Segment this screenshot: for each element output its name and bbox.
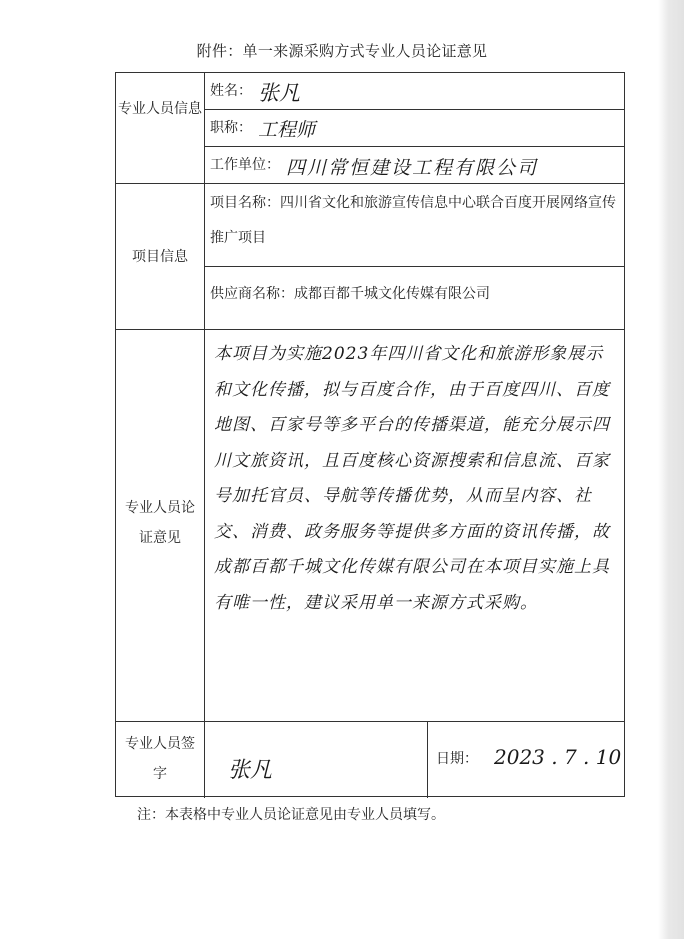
column-divider bbox=[204, 73, 205, 723]
opinion-label: 专业人员论证意见 bbox=[125, 500, 195, 546]
supplier-value: 成都百都千城文化传媒有限公司 bbox=[294, 286, 490, 302]
name-label: 姓名： bbox=[210, 83, 252, 99]
project-name-cell bbox=[210, 186, 620, 256]
row-divider-name bbox=[204, 109, 624, 110]
column-divider-bottom bbox=[204, 721, 205, 798]
employer-label: 工作单位： bbox=[210, 157, 280, 173]
supplier-label: 供应商名称： bbox=[210, 286, 294, 302]
name-handwritten: 张凡 bbox=[258, 81, 300, 105]
employer-handwritten: 四川常恒建设工程有限公司 bbox=[286, 157, 539, 179]
supplier-cell bbox=[210, 278, 490, 310]
row-divider-opinion bbox=[116, 721, 624, 722]
page-edge-shadow bbox=[658, 0, 684, 939]
signature-label: 专业人员签字 bbox=[125, 736, 195, 782]
date-cell-divider bbox=[427, 721, 428, 798]
argument-form-table bbox=[115, 72, 625, 797]
project-info-label: 项目信息 bbox=[132, 249, 188, 265]
page-title: 附件：单一来源采购方式专业人员论证意见 bbox=[196, 42, 488, 60]
row-divider-project bbox=[204, 266, 624, 267]
footnote: 注：本表格中专业人员论证意见由专业人员填写。 bbox=[137, 807, 445, 823]
row-divider-personnel bbox=[116, 183, 624, 184]
date-label: 日期： bbox=[436, 751, 478, 767]
signature-handwritten: 张凡 bbox=[228, 758, 273, 783]
project-name-label: 项目名称： bbox=[210, 195, 280, 211]
project-name-value: 四川省文化和旅游宣传信息中心联合百度开展网络宣传推广项目 bbox=[210, 195, 616, 246]
title-label: 职称： bbox=[210, 120, 252, 136]
title-handwritten: 工程师 bbox=[258, 119, 316, 141]
opinion-handwritten-text: 本项目为实施2023年四川省文化和旅游形象展示和文化传播，拟与百度合作，由于百度四川、百度地图、百家号等多平台的传播渠道，能充分展示四川文旅资讯，且百度核心资源搜索和信息流、百家号加托官员、导航等传播优势，从而呈内容、社交、消费、政务服务等提供多方面的资讯传播，故成都百都千城文化传媒有限公司在本项目实施上具有唯一性，建议采用单一来源方式采购。 bbox=[214, 344, 610, 613]
date-handwritten: 2023 . 7 . 10 bbox=[494, 745, 622, 769]
row-divider-project-info bbox=[116, 329, 624, 330]
personnel-info-label: 专业人员信息 bbox=[118, 101, 202, 117]
row-divider-title bbox=[204, 146, 624, 147]
